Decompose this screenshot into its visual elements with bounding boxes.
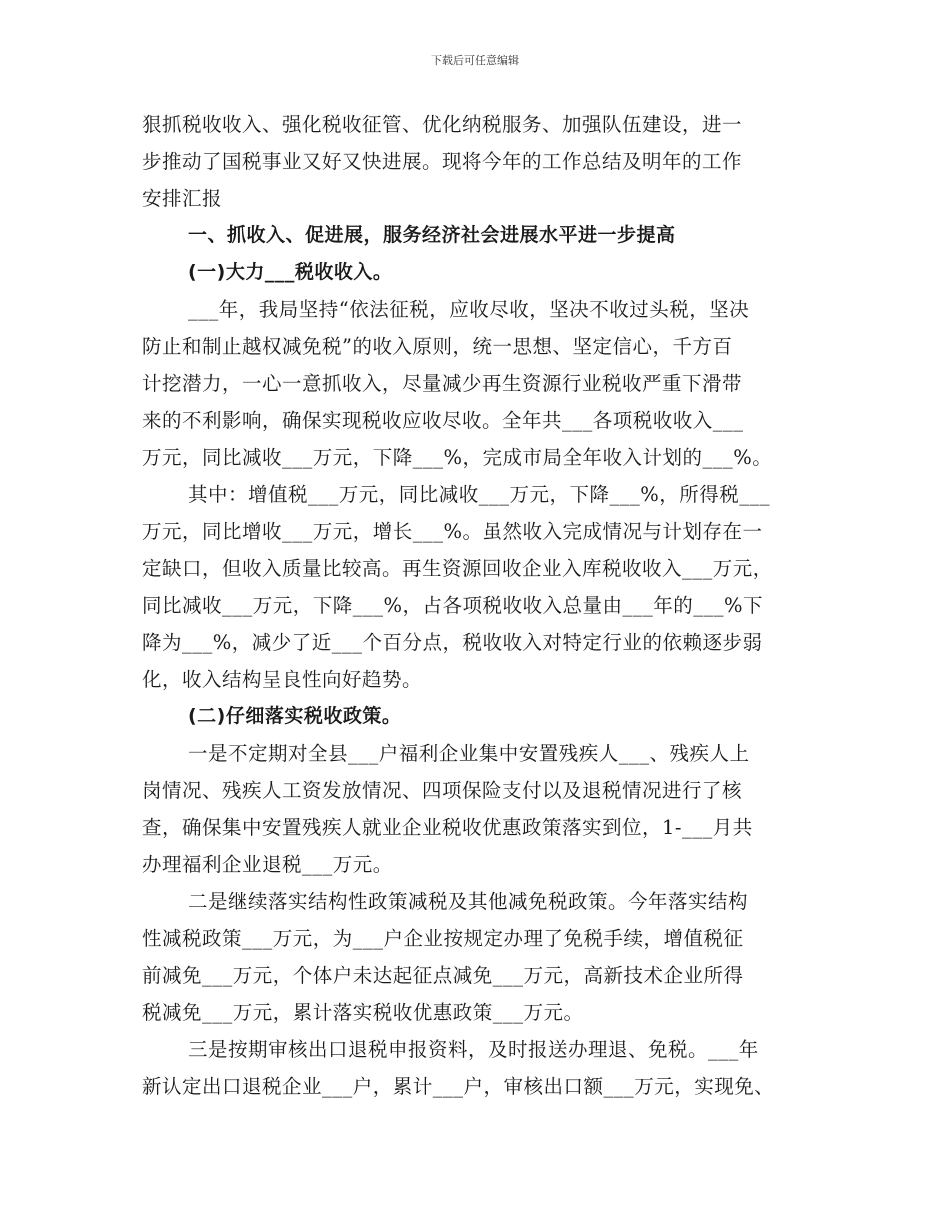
paragraph-line: ___年，我局坚持“依法征税，应收尽收，坚决不收过头税，坚决: [188, 298, 750, 321]
document-body: [142, 106, 812, 1105]
paragraph-line: 万元，同比减收___万元，下降___%，完成市局全年收入计划的___%。: [142, 446, 773, 469]
section-heading-line: (一)大力___税收收入。: [188, 261, 393, 283]
paragraph-line: 来的不利影响，确保实现税收应收尽收。全年共___各项税收收入___: [142, 409, 744, 432]
section-heading-line: (二)仔细落实税收政策。: [188, 705, 402, 727]
paragraph-line: 查，确保集中安置残疾人就业企业税收优惠政策落实到位，1-___月共: [142, 816, 753, 839]
paragraph-line: 降为___%，减少了近___个百分点，税收收入对特定行业的依赖逐步弱: [142, 631, 763, 654]
paragraph-line: 化，收入结构呈良性向好趋势。: [142, 668, 423, 691]
page-header: 下载后可任意编辑: [431, 54, 519, 67]
paragraph-line: 定缺口，但收入质量比较高。再生资源回收企业入库税收收入___万元，: [142, 557, 773, 580]
paragraph-line: 狠抓税收收入、强化税收征管、优化纳税服务、加强队伍建设，进一: [142, 113, 743, 136]
paragraph-line: 防止和制止越权减免税”的收入原则，统一思想、坚定信心，千方百: [142, 335, 733, 358]
paragraph-line: 性减税政策___万元，为___户企业按规定办理了免税手续，增值税征: [142, 927, 744, 950]
section-heading-line: 一、抓收入、促进展，服务经济社会进展水平进一步提高: [188, 224, 676, 246]
paragraph-line: 新认定出口退税企业___户，累计___户，审核出口额___万元，实现免、: [142, 1075, 775, 1098]
paragraph-line: 计挖潜力，一心一意抓收入，尽量减少再生资源行业税收严重下滑带: [142, 372, 743, 395]
paragraph-line: 三是按期审核出口退税申报资料，及时报送办理退、免税。___年: [188, 1038, 759, 1061]
paragraph-line: 万元，同比增收___万元，增长___%。虽然收入完成情况与计划存在一: [142, 520, 763, 543]
paragraph-line: 一是不定期对全县___户福利企业集中安置残疾人___、残疾人上: [188, 742, 750, 765]
paragraph-line: 税减免___万元，累计落实税收优惠政策___万元。: [142, 1001, 584, 1024]
paragraph-line: 步推动了国税事业又好又快进展。现将今年的工作总结及明年的工作: [142, 150, 743, 173]
paragraph-line: 办理福利企业退税___万元。: [142, 853, 393, 876]
paragraph-line: 同比减收___万元，下降___%，占各项税收收入总量由___年的___%下: [142, 594, 764, 617]
paragraph-line: 二是继续落实结构性政策减税及其他减免税政策。今年落实结构: [188, 890, 749, 913]
paragraph-line: 其中：增值税___万元，同比减收___万元，下降___%，所得税___: [188, 483, 771, 506]
paragraph-line: 安排汇报: [142, 187, 223, 210]
paragraph-line: 前减免___万元，个体户未达起征点减免___万元，高新技术企业所得: [142, 964, 744, 987]
paragraph-line: 岗情况、残疾人工资发放情况、四项保险支付以及退税情况进行了核: [142, 779, 743, 802]
